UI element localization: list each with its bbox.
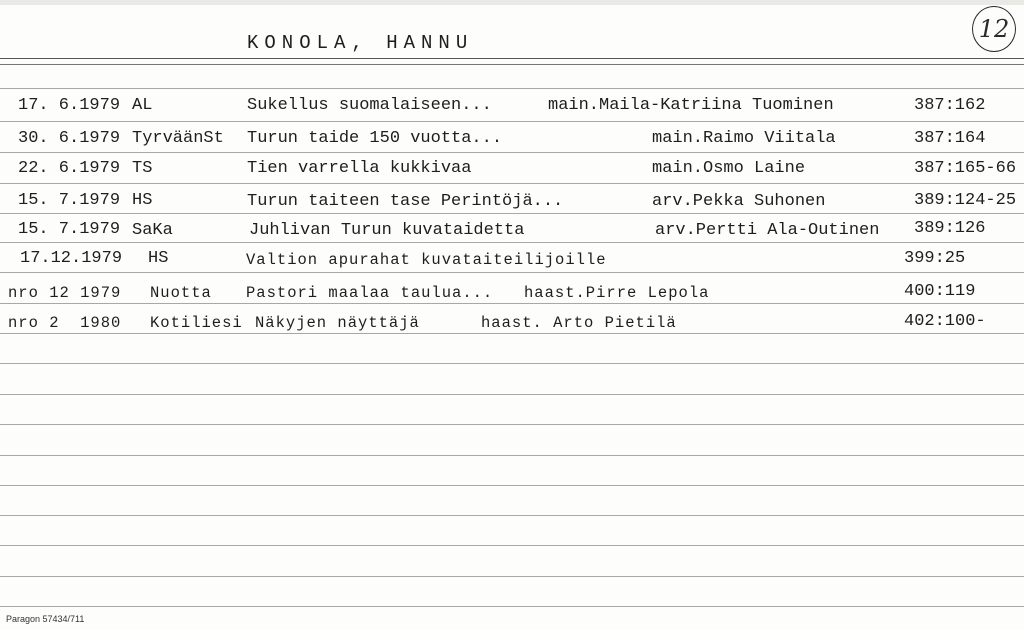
row-2-date: 30. 6.1979 bbox=[18, 129, 121, 148]
ruled-line bbox=[0, 606, 1024, 607]
row-8-author: haast. Arto Pietilä bbox=[481, 314, 677, 332]
header-rule-double bbox=[0, 64, 1024, 65]
row-7-ref: 400:119 bbox=[904, 282, 976, 301]
row-3-date: 22. 6.1979 bbox=[18, 159, 121, 178]
row-4-title: Turun taiteen tase Perintöjä... bbox=[247, 192, 564, 211]
ruled-line bbox=[0, 303, 1024, 304]
row-8-title: Näkyjen näyttäjä bbox=[255, 314, 420, 332]
person-name-heading: KONOLA, HANNU bbox=[247, 32, 474, 54]
row-4-source: HS bbox=[132, 191, 153, 210]
row-7-date: nro 12 1979 bbox=[8, 284, 122, 302]
row-5-source: SaKa bbox=[132, 221, 173, 240]
ruled-line bbox=[0, 183, 1024, 184]
row-3-title: Tien varrella kukkivaa bbox=[247, 159, 472, 178]
ruled-line bbox=[0, 213, 1024, 214]
row-4-date: 15. 7.1979 bbox=[18, 191, 121, 210]
ruled-line bbox=[0, 515, 1024, 516]
row-2-author: main.Raimo Viitala bbox=[652, 129, 836, 148]
row-8-ref: 402:100- bbox=[904, 312, 986, 331]
ruled-line bbox=[0, 424, 1024, 425]
row-1-source: AL bbox=[132, 96, 153, 115]
row-4-author: arv.Pekka Suhonen bbox=[652, 192, 826, 211]
row-4-ref: 389:124-25 bbox=[914, 191, 1017, 210]
ruled-line bbox=[0, 455, 1024, 456]
ruled-line bbox=[0, 485, 1024, 486]
row-1-ref: 387:162 bbox=[914, 96, 986, 115]
printer-mark: Paragon 57434/711 bbox=[6, 614, 85, 624]
ruled-line bbox=[0, 242, 1024, 243]
row-5-title: Juhlivan Turun kuvataidetta bbox=[249, 221, 525, 240]
row-8-date: nro 2 1980 bbox=[8, 314, 122, 332]
row-6-date: 17.12.1979 bbox=[20, 249, 123, 268]
ruled-line bbox=[0, 272, 1024, 273]
row-5-author: arv.Pertti Ala-Outinen bbox=[655, 221, 880, 240]
card-top-edge bbox=[0, 0, 1024, 5]
ruled-line bbox=[0, 333, 1024, 334]
row-2-ref: 387:164 bbox=[914, 129, 986, 148]
ruled-line bbox=[0, 152, 1024, 153]
row-7-title: Pastori maalaa taulua... bbox=[246, 284, 494, 302]
row-2-title: Turun taide 150 vuotta... bbox=[247, 129, 503, 148]
row-5-ref: 389:126 bbox=[914, 219, 986, 238]
row-3-source: TS bbox=[132, 159, 153, 178]
row-1-title: Sukellus suomalaiseen... bbox=[247, 96, 492, 115]
ruled-line bbox=[0, 394, 1024, 395]
ruled-line bbox=[0, 363, 1024, 364]
row-7-author: haast.Pirre Lepola bbox=[524, 284, 710, 302]
row-2-source: TyrväänSt bbox=[132, 129, 224, 148]
row-7-source: Nuotta bbox=[150, 284, 212, 302]
card-number-circle: 12 bbox=[972, 6, 1016, 52]
row-6-title: Valtion apurahat kuvataiteilijoille bbox=[246, 251, 607, 269]
row-6-source: HS bbox=[148, 249, 169, 268]
ruled-line bbox=[0, 121, 1024, 122]
ruled-line bbox=[0, 88, 1024, 89]
row-6-ref: 399:25 bbox=[904, 249, 966, 268]
row-1-author: main.Maila-Katriina Tuominen bbox=[548, 96, 834, 115]
ruled-line bbox=[0, 576, 1024, 577]
row-8-source: Kotiliesi bbox=[150, 314, 243, 332]
ruled-line bbox=[0, 545, 1024, 546]
row-5-date: 15. 7.1979 bbox=[18, 220, 121, 239]
row-3-author: main.Osmo Laine bbox=[652, 159, 806, 178]
row-1-date: 17. 6.1979 bbox=[18, 96, 121, 115]
row-3-ref: 387:165-66 bbox=[914, 159, 1017, 178]
header-rule bbox=[0, 58, 1024, 59]
